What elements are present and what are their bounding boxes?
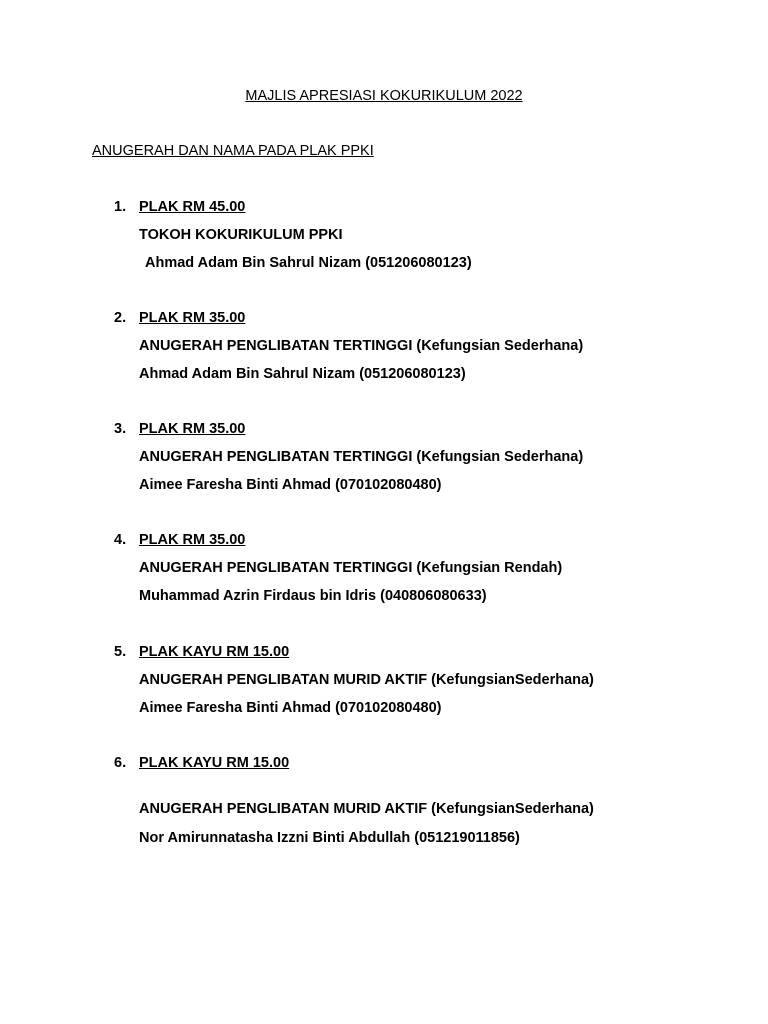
item-recipient: Aimee Faresha Binti Ahmad (070102080480) <box>139 477 442 493</box>
item-recipient: Nor Amirunnatasha Izzni Binti Abdullah (051219011856) <box>139 830 520 846</box>
item-recipient: Aimee Faresha Binti Ahmad (070102080480) <box>139 700 442 716</box>
item-award: ANUGERAH PENGLIBATAN MURID AKTIF (KefungsianSederhana) <box>139 672 594 688</box>
item-recipient: Muhammad Azrin Firdaus bin Idris (040806080633) <box>139 588 487 604</box>
item-number: 5. <box>114 644 127 660</box>
item-award: ANUGERAH PENGLIBATAN TERTINGGI (Kefungsian Sederhana) <box>139 449 584 465</box>
item-plaque: PLAK RM 45.00 <box>139 199 246 215</box>
item-award: ANUGERAH PENGLIBATAN TERTINGGI (Kefungsian Rendah) <box>139 560 563 576</box>
item-award: TOKOH KOKURIKULUM PPKI <box>139 227 343 243</box>
item-recipient: Ahmad Adam Bin Sahrul Nizam (051206080123) <box>145 255 472 271</box>
item-plaque: PLAK KAYU RM 15.00 <box>139 755 290 771</box>
item-number: 6. <box>114 755 127 771</box>
item-plaque: PLAK RM 35.00 <box>139 310 246 326</box>
item-award: ANUGERAH PENGLIBATAN TERTINGGI (Kefungsian Sederhana) <box>139 338 584 354</box>
item-plaque: PLAK RM 35.00 <box>139 532 246 548</box>
item-number: 1. <box>114 199 127 215</box>
item-number: 4. <box>114 532 127 548</box>
item-plaque: PLAK KAYU RM 15.00 <box>139 644 290 660</box>
document-subtitle: ANUGERAH DAN NAMA PADA PLAK PPKI <box>92 143 374 159</box>
item-recipient: Ahmad Adam Bin Sahrul Nizam (051206080123) <box>139 366 466 382</box>
document-title: MAJLIS APRESIASI KOKURIKULUM 2022 <box>245 88 523 104</box>
item-number: 3. <box>114 421 127 437</box>
item-number: 2. <box>114 310 127 326</box>
item-plaque: PLAK RM 35.00 <box>139 421 246 437</box>
item-award: ANUGERAH PENGLIBATAN MURID AKTIF (KefungsianSederhana) <box>139 801 594 817</box>
